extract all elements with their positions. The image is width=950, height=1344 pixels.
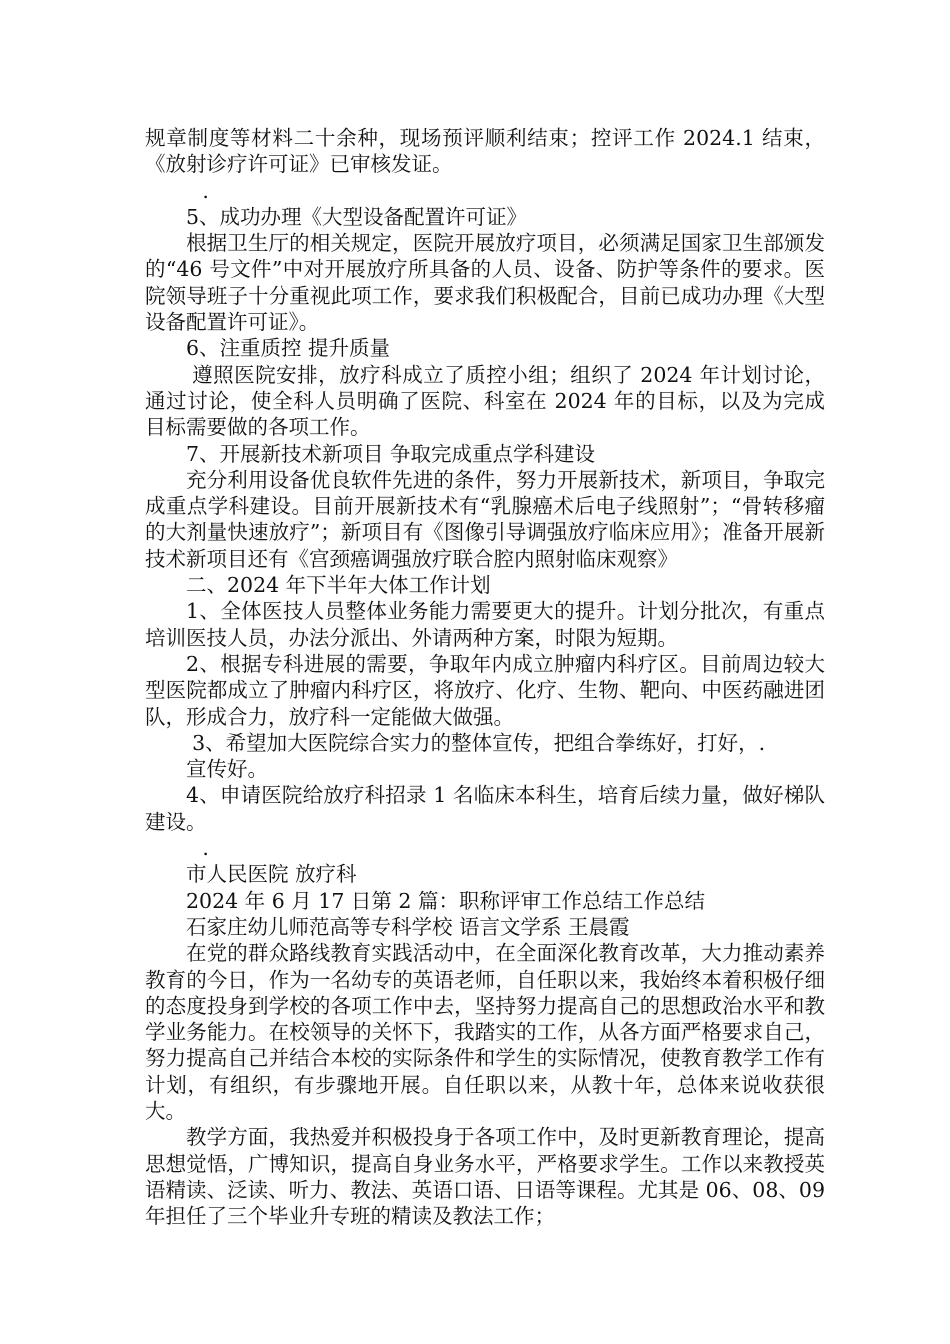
paragraph-line: 规章制度等材料二十余种，现场预评顺利结束；控评工作 2024.1 结束，《放射诊疗许可证》已审核发证。: [145, 126, 825, 177]
paragraph: 教学方面，我热爱并积极投身于各项工作中，及时更新教育理论，提高思想觉悟，广博知识，提高自身业务水平，严格要求学生。工作以来教授英语精读、泛读、听力、教法、英语口语、日语等课程。尤其是 06、08、09 年担任了三个毕业升专班的精读及教法工作；: [145, 1125, 825, 1229]
section-heading: 6、注重质控 提升质量: [186, 336, 391, 361]
document-page: [145, 125, 825, 1229]
signature-department: 市人民医院 放疗科: [186, 862, 357, 887]
paragraph: 1、全体医技人员整体业务能力需要更大的提升。计划分批次，有重点培训医技人员，办法分派出、外请两种方案，时限为短期。: [145, 599, 825, 650]
paragraph: 3、希望加大医院综合实力的整体宣传，把组合拳练好，打好，.: [192, 730, 766, 755]
paragraph: 充分利用设备优良软件先进的条件，努力开展新技术，新项目，争取完成重点学科建设。目前开展新技术有“乳腺癌术后电子线照射”；“骨转移瘤的大剂量快速放疗”；新项目有《图像引导调强放疗临床应用》；准备开展新技术新项目还有《宫颈癌调强放疗联合腔内照射临床观察》: [145, 467, 825, 571]
paragraph: 遵照医院安排，放疗科成立了质控小组；组织了 2024 年计划讨论，通过讨论，使全科人员明确了医院、科室在 2024 年的目标，以及为完成目标需要做的各项工作。: [145, 362, 825, 440]
author-line: 石家庄幼儿师范高等专科学校 语言文学系 王晨霞: [186, 914, 630, 939]
section-heading: 二、2024 年下半年大体工作计划: [186, 573, 491, 598]
paragraph: 4、申请医院给放疗科招录 1 名临床本科生，培育后续力量，做好梯队建设。: [145, 783, 825, 834]
paragraph: 根据卫生厅的相关规定，医院开展放疗项目，必须满足国家卫生部颁发的“46 号文件”中对开展放疗所具备的人员、设备、防护等条件的要求。医院领导班子十分重视此项工作，要求我们积极配合，目前已成功办理《大型设备配置许可证》。: [145, 231, 825, 335]
section-heading: 7、开展新技术新项目 争取完成重点学科建设: [186, 441, 596, 466]
paragraph: 在党的群众路线教育实践活动中，在全面深化教育改革，大力推动素养教育的今日，作为一名幼专的英语老师，自任职以来，我始终本着积极仔细的态度投身到学校的各项工作中去，坚持努力提高自己的思想政治水平和教学业务能力。在校领导的关怀下，我踏实的工作，从各方面严格要求自己，努力提高自己并结合本校的实际条件和学生的实际情况，使教育教学工作有计划，有组织，有步骤地开展。自任职以来，从教十年，总体来说收获很大。: [145, 941, 825, 1123]
date-and-title: 2024 年 6 月 17 日第 2 篇：职称评审工作总结工作总结: [186, 888, 705, 913]
section-heading: 5、成功办理《大型设备配置许可证》: [186, 204, 528, 229]
paragraph: 2、根据专科进展的需要，争取年内成立肿瘤内科疗区。目前周边较大型医院都成立了肿瘤内科疗区，将放疗、化疗、生物、靶向、中医药融进团队，形成合力，放疗科一定能做大做强。: [145, 651, 825, 729]
paragraph: 宣传好。: [186, 757, 268, 782]
dot-marker: .: [202, 178, 209, 203]
dot-marker: .: [202, 836, 209, 861]
